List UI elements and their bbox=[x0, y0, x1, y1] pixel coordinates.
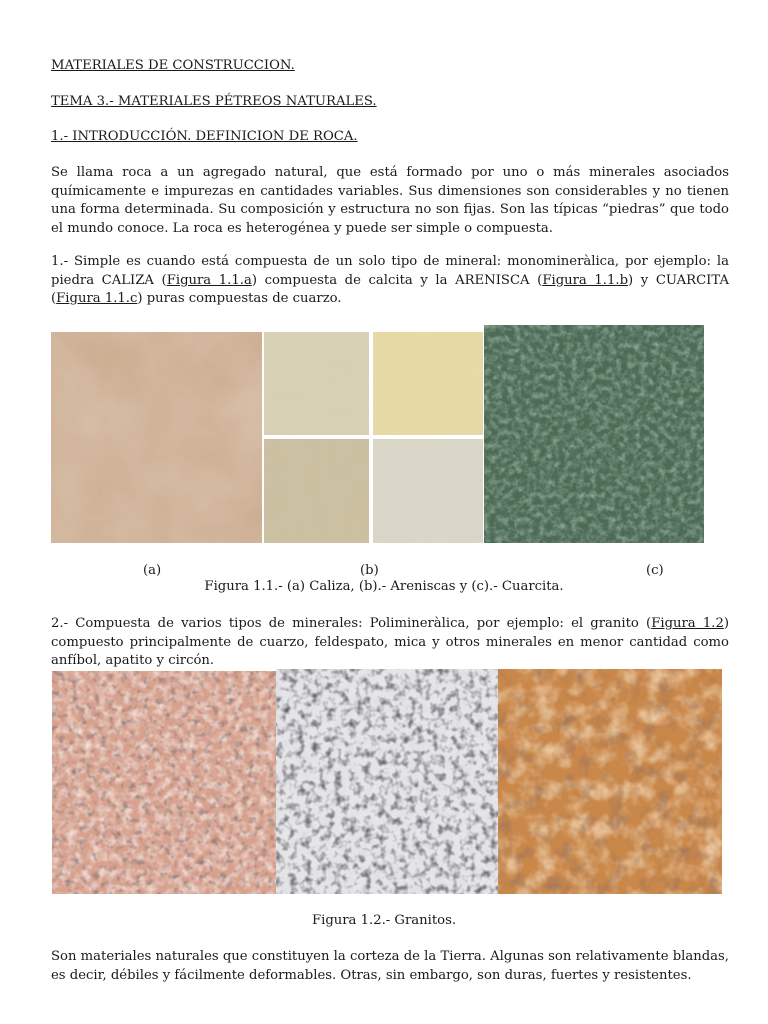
compuesta-text-1: 2.- Compuesta de varios tipos de minerales: Polimineràlica, por ejemplo: el granito ( bbox=[51, 616, 652, 631]
simple-text-1: 1.- Simple es cuando está compuesta de un solo tipo de mineral: monomineràlica, por ejemplo: la piedra CALIZA ( bbox=[51, 254, 729, 288]
cuarcita-image bbox=[484, 325, 704, 543]
granito-rosa-image bbox=[52, 671, 276, 894]
section-heading: 1.- INTRODUCCIÓN. DEFINICION DE ROCA. bbox=[51, 129, 358, 144]
compuesta-text-2: ) compuesto principalmente de cuarzo, feldespato, mica y otros minerales en menor cantidad como anfíbol, apatito y circón. bbox=[51, 616, 730, 668]
simple-text-2: ) compuesta de calcita y la ARENISCA ( bbox=[251, 272, 543, 288]
simple-text-4: ) puras compuestas de cuarzo. bbox=[137, 291, 342, 306]
granito-blanco-image bbox=[276, 669, 498, 894]
figure-1-1-c-link[interactable]: Figura 1.1.c bbox=[56, 291, 138, 306]
caliza-image bbox=[51, 332, 262, 543]
figure-1-1-b-link[interactable]: Figura 1.1.b bbox=[542, 272, 629, 288]
figure-1-2-caption: Figura 1.2.- Granitos. bbox=[311, 913, 457, 928]
simple-paragraph bbox=[51, 253, 729, 309]
figure-1-2-link[interactable]: Figura 1.2 bbox=[651, 616, 724, 631]
compuesta-paragraph bbox=[51, 615, 729, 671]
arenisca-image-1 bbox=[264, 332, 369, 435]
arenisca-image-2 bbox=[373, 332, 483, 435]
arenisca-image-4 bbox=[373, 439, 483, 543]
arenisca-image-3 bbox=[264, 439, 369, 543]
intro-paragraph: Se llama roca a un agregado natural, que está formado por uno o más minerales asociados químicamente e impurezas en cantidades variables. Sus dimensiones son considerables y no tienen una forma determinada. Su composición y estructura no son fijas. Son las típicas “piedras” que todo el mundo conoce. La roca es heterogénea y puede ser simple o compuesta. bbox=[51, 165, 729, 236]
granito-amarillo-image bbox=[498, 669, 722, 894]
figure-1-1-a-link[interactable]: Figura 1.1.a bbox=[166, 272, 252, 288]
figure-1-1-caption: Figura 1.1.- (a) Caliza, (b).- Areniscas y (c).- Cuarcita. bbox=[204, 579, 564, 594]
simple-text-3: ) y CUARCITA ( bbox=[51, 272, 729, 306]
figure-1-1-label-c: (c) bbox=[646, 563, 664, 578]
tema-heading: TEMA 3.- MATERIALES PÉTREOS NATURALES. bbox=[51, 94, 377, 109]
figure-1-1-label-a: (a) bbox=[143, 563, 162, 578]
figure-1-1-label-b: (b) bbox=[360, 563, 379, 578]
document-title: MATERIALES DE CONSTRUCCION. bbox=[51, 58, 295, 73]
closing-paragraph: Son materiales naturales que constituyen la corteza de la Tierra. Algunas son relativamente blandas, es decir, débiles y fácilmente deformables. Otras, sin embargo, son duras, fuertes y resistentes. bbox=[51, 949, 729, 983]
